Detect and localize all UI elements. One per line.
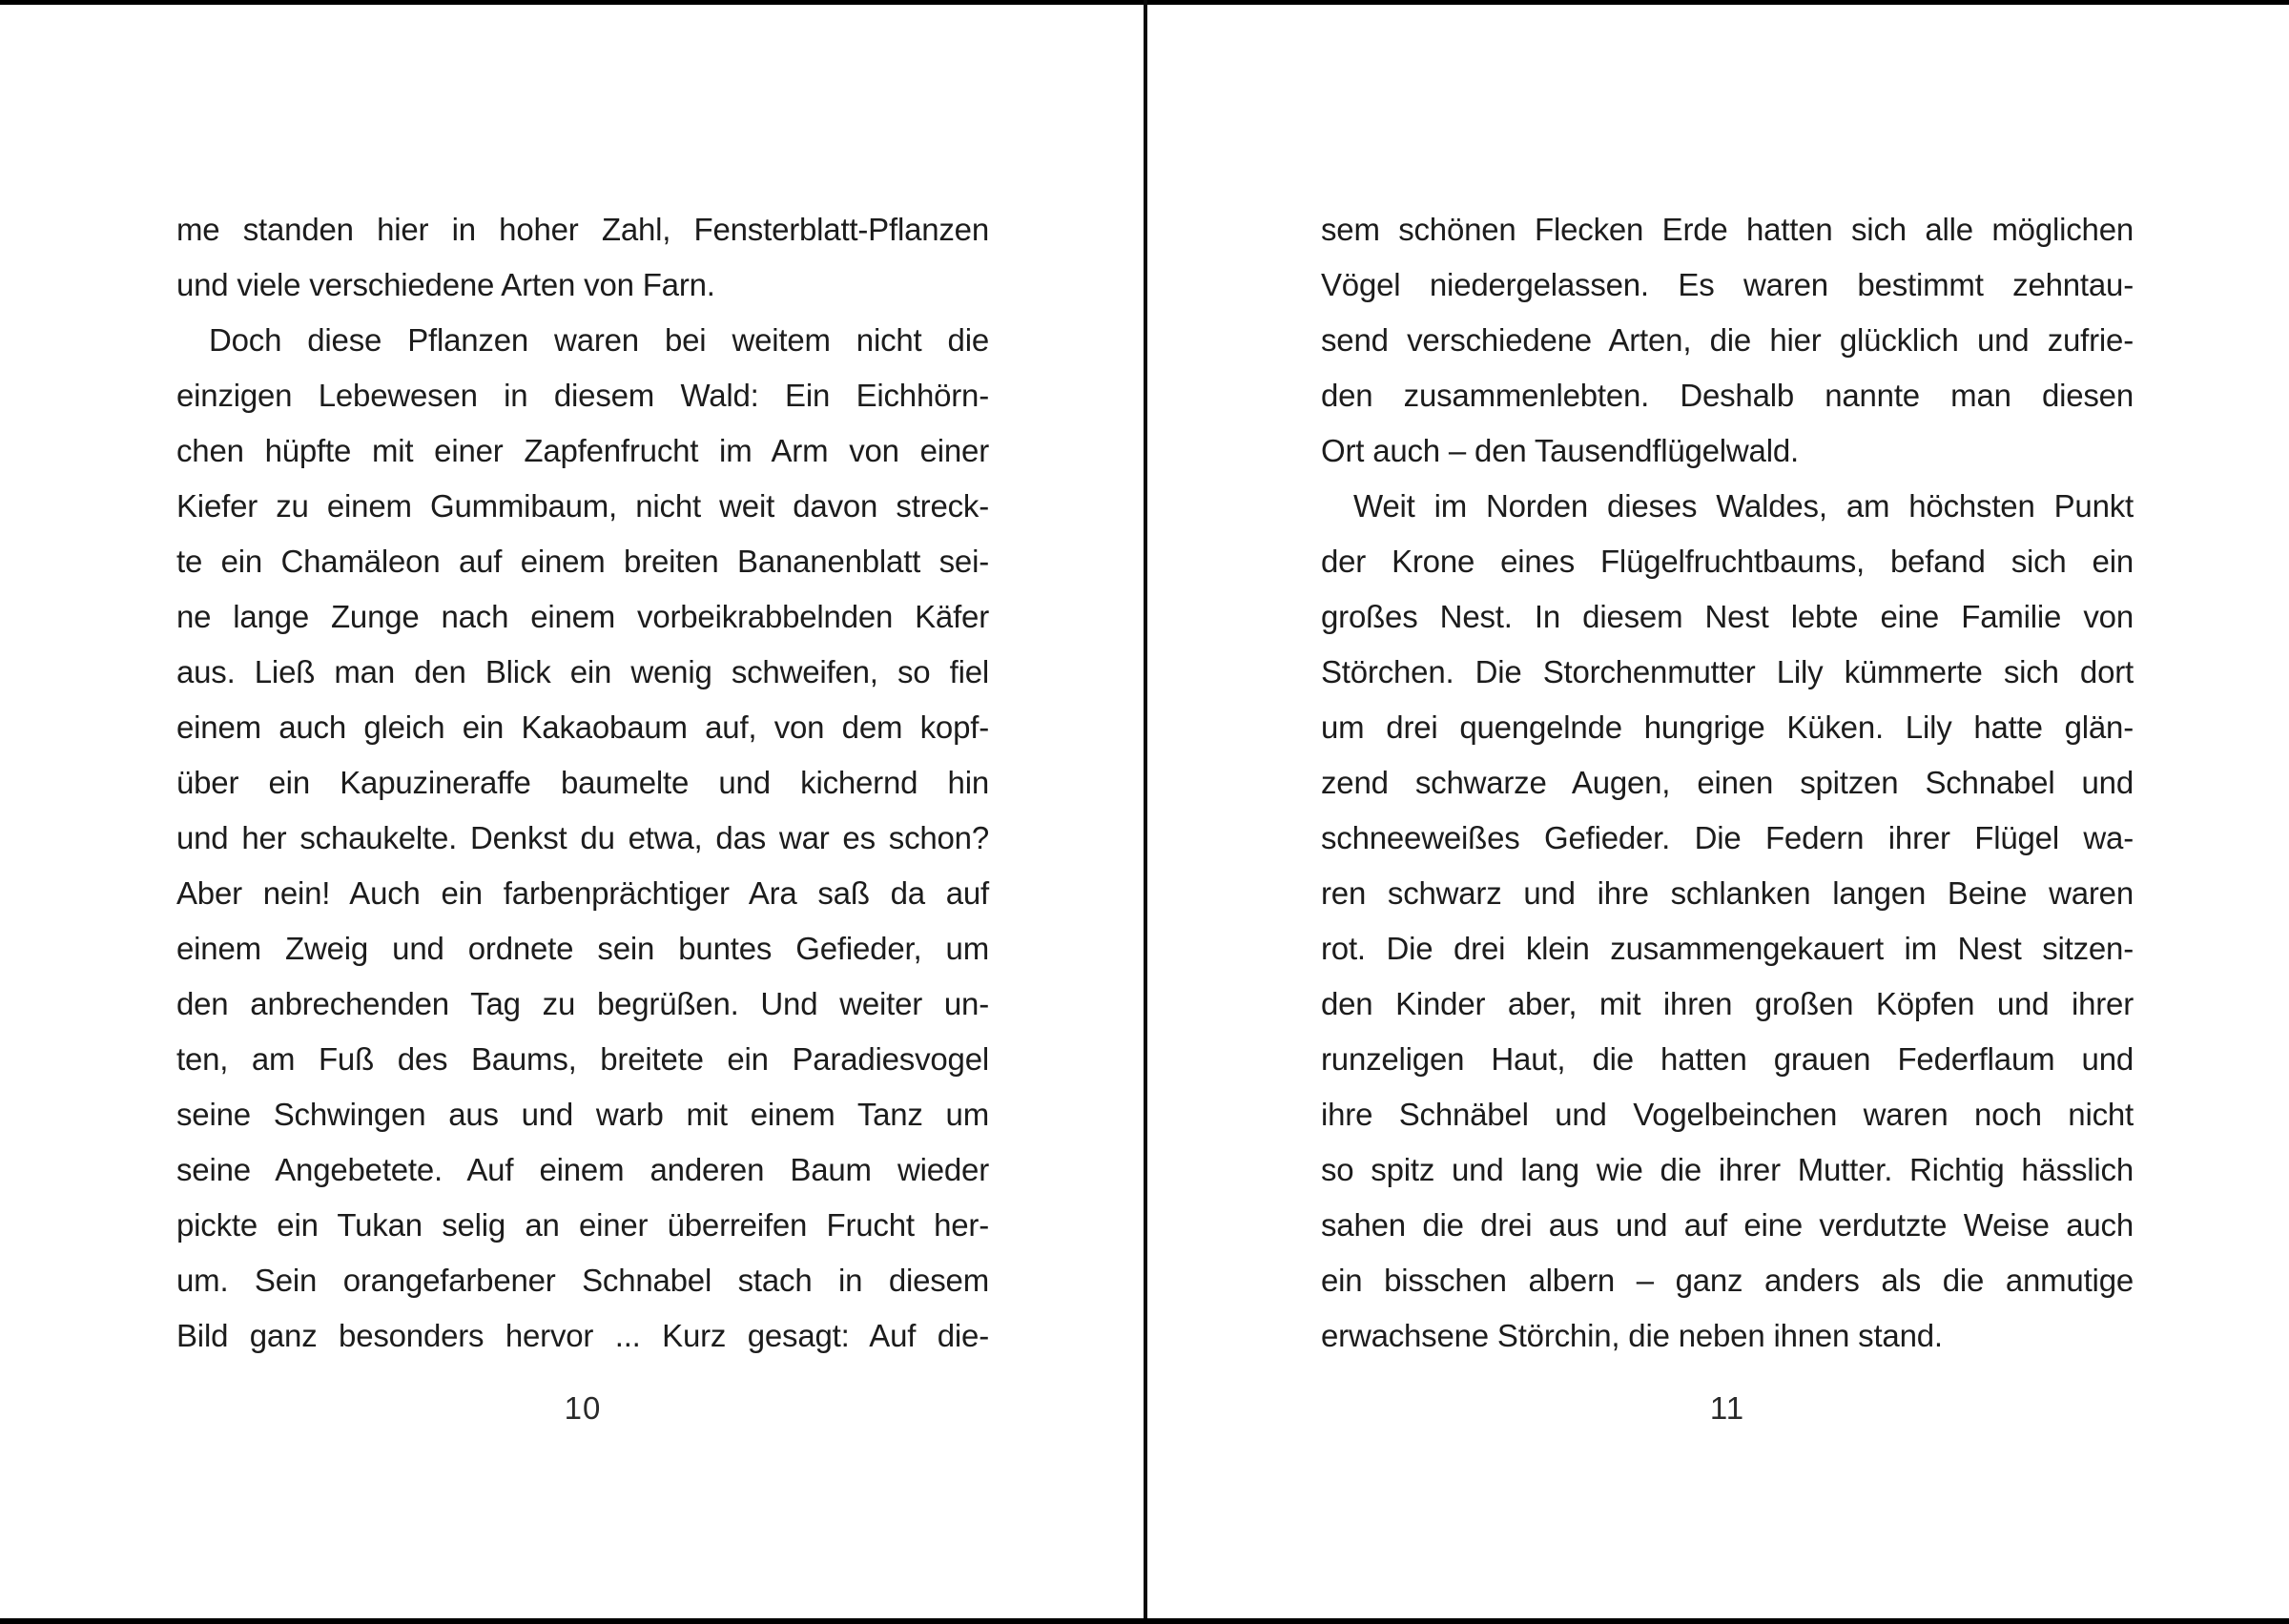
text-line: Vögel niedergelassen. Es waren bestimmt zehntau- (1321, 267, 2134, 302)
text-line: te ein Chamäleon auf einem breiten Bananenblatt sei- (176, 544, 989, 579)
text-line: einzigen Lebewesen in diesem Wald: Ein Eichhörn- (176, 378, 989, 413)
text-line: der Krone eines Flügelfruchtbaums, befand sich ein (1321, 544, 2134, 579)
text-line: um drei quengelnde hungrige Küken. Lily hatte glän- (1321, 709, 2134, 745)
text-line: sem schönen Flecken Erde hatten sich alle möglichen (1321, 212, 2134, 247)
text-line: Bild ganz besonders hervor ... Kurz gesagt: Auf die- (176, 1318, 989, 1353)
text-line: und viele verschiedene Arten von Farn. (176, 267, 715, 302)
text-line: so spitz und lang wie die ihrer Mutter. Richtig hässlich (1321, 1152, 2134, 1187)
page-number-right: 11 (1709, 1390, 1745, 1426)
text-line: großes Nest. In diesem Nest lebte eine Familie von (1321, 599, 2134, 634)
text-line: ein bisschen albern – ganz anders als die anmutige (1321, 1263, 2134, 1298)
text-line: ten, am Fuß des Baums, breitete ein Paradiesvogel (176, 1041, 989, 1077)
text-line: und her schaukelte. Denkst du etwa, das war es schon? (176, 820, 989, 855)
page-left (0, 0, 1144, 1624)
text-line: chen hüpfte mit einer Zapfenfrucht im Arm von einer (176, 433, 989, 468)
text-line: seine Angebetete. Auf einem anderen Baum wieder (176, 1152, 989, 1187)
text-line: pickte ein Tukan selig an einer überreifen Frucht her- (176, 1207, 989, 1243)
text-line: ihre Schnäbel und Vogelbeinchen waren noch nicht (1321, 1097, 2134, 1132)
text-line: den anbrechenden Tag zu begrüßen. Und weiter un- (176, 986, 989, 1021)
text-line: über ein Kapuzineraffe baumelte und kichernd hin (176, 765, 989, 800)
text-line: den Kinder aber, mit ihren großen Köpfen und ihrer (1321, 986, 2134, 1021)
text-line: me standen hier in hoher Zahl, Fensterblatt-Pflanzen (176, 212, 989, 247)
page-right (1147, 0, 2289, 1624)
text-line: ne lange Zunge nach einem vorbeikrabbelnden Käfer (176, 599, 989, 634)
text-line: einem Zweig und ordnete sein buntes Gefieder, um (176, 931, 989, 966)
text-line: schneeweißes Gefieder. Die Federn ihrer Flügel wa- (1321, 820, 2134, 855)
text-line: einem auch gleich ein Kakaobaum auf, von dem kopf- (176, 709, 989, 745)
text-line: Weit im Norden dieses Waldes, am höchsten Punkt (1353, 488, 2134, 524)
page-right-text-block (1321, 202, 2134, 1364)
text-line: erwachsene Störchin, die neben ihnen stand. (1321, 1318, 1943, 1353)
text-line: Störchen. Die Storchenmutter Lily kümmerte sich dort (1321, 654, 2134, 689)
text-line: send verschiedene Arten, die hier glücklich und zufrie- (1321, 322, 2134, 358)
page-left-text-block (176, 202, 989, 1364)
bottom-edge-line (0, 1618, 2289, 1624)
text-line: um. Sein orangefarbener Schnabel stach in diesem (176, 1263, 989, 1298)
text-line: zend schwarze Augen, einen spitzen Schnabel und (1321, 765, 2134, 800)
text-line: seine Schwingen aus und warb mit einem Tanz um (176, 1097, 989, 1132)
page-number-left: 10 (564, 1390, 602, 1426)
text-line: runzeligen Haut, die hatten grauen Federflaum und (1321, 1041, 2134, 1077)
text-line: Kiefer zu einem Gummibaum, nicht weit davon streck- (176, 488, 989, 524)
text-line: sahen die drei aus und auf eine verdutzte Weise auch (1321, 1207, 2134, 1243)
text-line: den zusammenlebten. Deshalb nannte man diesen (1321, 378, 2134, 413)
text-line: Aber nein! Auch ein farbenprächtiger Ara saß da auf (176, 875, 989, 911)
text-line: Doch diese Pflanzen waren bei weitem nicht die (209, 322, 989, 358)
text-line: rot. Die drei klein zusammengekauert im Nest sitzen- (1321, 931, 2134, 966)
text-line: aus. Ließ man den Blick ein wenig schweifen, so fiel (176, 654, 989, 689)
text-line: Ort auch – den Tausendflügelwald. (1321, 433, 1799, 468)
text-line: ren schwarz und ihre schlanken langen Beine waren (1321, 875, 2134, 911)
